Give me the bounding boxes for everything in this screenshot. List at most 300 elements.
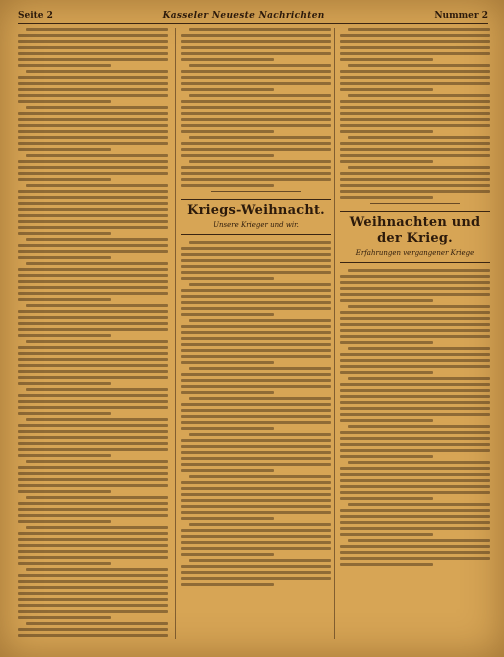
text-line	[340, 323, 490, 326]
newspaper-title: Kasseler Neueste Nachrichten	[162, 11, 325, 21]
text-line	[18, 52, 168, 55]
text-paragraph	[181, 559, 331, 586]
text-line	[181, 70, 331, 73]
text-line	[181, 100, 331, 103]
text-paragraph	[18, 28, 168, 67]
text-line	[26, 340, 168, 343]
text-paragraph	[18, 418, 168, 457]
text-line	[18, 280, 168, 283]
text-line	[340, 299, 433, 302]
text-line	[181, 451, 331, 454]
text-line	[340, 527, 490, 530]
text-line	[181, 154, 274, 157]
text-paragraph	[18, 262, 168, 301]
text-line	[340, 100, 490, 103]
text-line	[181, 142, 331, 145]
text-line	[340, 281, 490, 284]
text-line	[18, 616, 111, 619]
text-line	[18, 148, 111, 151]
text-line	[189, 319, 331, 322]
text-line	[340, 178, 490, 181]
text-line	[340, 82, 490, 85]
text-line	[181, 46, 331, 49]
text-line	[181, 445, 331, 448]
text-line	[181, 289, 331, 292]
text-line	[181, 493, 331, 496]
text-line	[181, 307, 331, 310]
text-line	[18, 274, 168, 277]
text-line	[340, 293, 490, 296]
text-paragraph	[340, 539, 490, 566]
text-line	[18, 316, 168, 319]
text-line	[18, 358, 168, 361]
text-line	[181, 325, 331, 328]
text-line	[18, 94, 168, 97]
text-line	[181, 379, 331, 382]
text-line	[340, 353, 490, 356]
text-line	[18, 448, 168, 451]
text-line	[181, 427, 274, 430]
text-line	[18, 292, 168, 295]
text-line	[348, 305, 490, 308]
text-line	[348, 94, 490, 97]
text-line	[18, 328, 168, 331]
text-line	[181, 403, 331, 406]
text-line	[181, 499, 331, 502]
text-paragraph	[181, 319, 331, 364]
text-line	[189, 160, 331, 163]
text-line	[340, 142, 490, 145]
text-line	[340, 497, 433, 500]
text-line	[181, 34, 331, 37]
text-line	[18, 598, 168, 601]
text-line	[181, 565, 331, 568]
text-line	[181, 571, 331, 574]
text-line	[189, 559, 331, 562]
text-line	[18, 64, 111, 67]
text-line	[18, 268, 168, 271]
text-line	[18, 46, 168, 49]
text-line	[181, 511, 331, 514]
text-line	[18, 520, 111, 523]
text-paragraph	[18, 340, 168, 385]
text-line	[181, 355, 331, 358]
text-paragraph	[340, 136, 490, 163]
text-line	[181, 385, 331, 388]
text-line	[18, 160, 168, 163]
text-line	[340, 112, 490, 115]
text-line	[18, 484, 168, 487]
text-line	[181, 487, 331, 490]
text-line	[340, 413, 490, 416]
text-line	[181, 337, 331, 340]
text-line	[348, 269, 490, 272]
text-line	[26, 304, 168, 307]
text-line	[189, 433, 331, 436]
text-line	[340, 509, 490, 512]
text-line	[18, 118, 168, 121]
text-line	[18, 382, 111, 385]
text-line	[340, 371, 433, 374]
text-line	[340, 154, 490, 157]
text-line	[340, 106, 490, 109]
text-paragraph	[340, 347, 490, 374]
text-line	[340, 443, 490, 446]
text-paragraph	[340, 377, 490, 422]
masthead	[18, 9, 488, 24]
text-line	[340, 317, 490, 320]
text-line	[18, 34, 168, 37]
text-line	[189, 136, 331, 139]
text-line	[26, 184, 168, 187]
text-line	[18, 466, 168, 469]
text-line	[18, 346, 168, 349]
text-line	[18, 202, 168, 205]
text-line	[348, 64, 490, 67]
text-line	[340, 88, 433, 91]
text-line	[181, 529, 331, 532]
text-paragraph	[181, 160, 331, 187]
text-line	[26, 622, 168, 625]
text-line	[181, 421, 331, 424]
text-line	[181, 505, 331, 508]
text-line	[340, 118, 490, 121]
text-line	[348, 377, 490, 380]
text-line	[18, 412, 111, 415]
text-line	[181, 88, 274, 91]
text-line	[18, 610, 168, 613]
text-line	[18, 58, 168, 61]
text-line	[26, 496, 168, 499]
text-line	[26, 526, 168, 529]
text-line	[26, 154, 168, 157]
text-line	[340, 34, 490, 37]
text-line	[181, 271, 331, 274]
text-line	[18, 124, 168, 127]
text-line	[340, 335, 490, 338]
text-line	[18, 286, 168, 289]
column-left	[18, 28, 168, 639]
text-line	[181, 361, 274, 364]
text-line	[340, 473, 490, 476]
text-line	[18, 436, 168, 439]
text-line	[18, 226, 168, 229]
text-line	[18, 190, 168, 193]
text-line	[340, 557, 490, 560]
page-number: Seite 2	[18, 11, 53, 21]
article-header	[340, 211, 490, 263]
text-line	[340, 275, 490, 278]
text-line	[181, 184, 274, 187]
text-line	[181, 295, 331, 298]
text-line	[189, 397, 331, 400]
text-paragraph	[340, 269, 490, 302]
text-line	[189, 64, 331, 67]
text-line	[181, 40, 331, 43]
text-line	[18, 322, 168, 325]
text-line	[189, 475, 331, 478]
text-paragraph	[18, 70, 168, 103]
text-line	[181, 301, 331, 304]
text-line	[18, 220, 168, 223]
text-line	[18, 604, 168, 607]
text-line	[340, 311, 490, 314]
text-line	[181, 349, 331, 352]
text-line	[18, 76, 168, 79]
text-paragraph	[340, 94, 490, 133]
text-paragraph	[340, 28, 490, 61]
text-line	[181, 391, 274, 394]
text-line	[348, 539, 490, 542]
divider-rule	[211, 191, 301, 192]
text-paragraph	[18, 622, 168, 639]
article-headline: Kriegs-Weihnacht.	[187, 203, 325, 218]
text-paragraph	[18, 154, 168, 181]
text-line	[340, 545, 490, 548]
text-paragraph	[18, 304, 168, 337]
text-line	[348, 28, 490, 31]
text-line	[340, 407, 490, 410]
text-line	[18, 538, 168, 541]
text-line	[340, 563, 433, 566]
text-line	[18, 178, 111, 181]
text-line	[181, 553, 274, 556]
text-line	[18, 88, 168, 91]
article-header	[181, 199, 331, 235]
text-line	[18, 196, 168, 199]
text-line	[18, 430, 168, 433]
text-line	[340, 287, 490, 290]
column-right	[340, 28, 490, 639]
text-line	[18, 574, 168, 577]
text-line	[340, 515, 490, 518]
text-line	[18, 256, 111, 259]
text-line	[181, 259, 331, 262]
text-line	[18, 478, 168, 481]
text-line	[181, 331, 331, 334]
text-line	[340, 184, 490, 187]
text-paragraph	[340, 166, 490, 199]
text-line	[340, 467, 490, 470]
text-line	[340, 521, 490, 524]
text-line	[18, 400, 168, 403]
text-line	[181, 112, 331, 115]
text-line	[18, 562, 111, 565]
text-line	[181, 247, 331, 250]
text-paragraph	[340, 503, 490, 536]
text-paragraph	[181, 433, 331, 472]
text-line	[181, 130, 274, 133]
text-line	[18, 508, 168, 511]
text-line	[26, 28, 168, 31]
text-paragraph	[181, 28, 331, 61]
text-line	[181, 439, 331, 442]
text-paragraph	[340, 305, 490, 344]
text-line	[181, 253, 331, 256]
text-line	[181, 409, 331, 412]
text-line	[340, 431, 490, 434]
text-line	[340, 449, 490, 452]
text-line	[18, 82, 168, 85]
text-line	[18, 592, 168, 595]
text-line	[340, 70, 490, 73]
text-line	[181, 373, 331, 376]
text-line	[18, 364, 168, 367]
article-headline: Weihnachten und der Krieg.	[349, 215, 481, 246]
text-paragraph	[181, 64, 331, 91]
text-line	[340, 365, 490, 368]
text-line	[181, 148, 331, 151]
text-line	[181, 166, 331, 169]
text-line	[340, 58, 433, 61]
text-line	[18, 514, 168, 517]
text-line	[181, 52, 331, 55]
text-line	[340, 160, 433, 163]
text-line	[18, 232, 111, 235]
text-line	[26, 568, 168, 571]
text-line	[26, 238, 168, 241]
text-line	[181, 76, 331, 79]
text-paragraph	[181, 241, 331, 280]
text-line	[348, 503, 490, 506]
text-line	[18, 100, 111, 103]
text-line	[18, 580, 168, 583]
text-line	[181, 547, 331, 550]
text-paragraph	[181, 367, 331, 394]
text-line	[18, 130, 168, 133]
text-line	[340, 485, 490, 488]
text-line	[18, 112, 168, 115]
text-line	[18, 298, 111, 301]
text-line	[18, 166, 168, 169]
text-line	[181, 457, 331, 460]
text-paragraph	[18, 388, 168, 415]
text-line	[189, 28, 331, 31]
text-line	[18, 502, 168, 505]
text-line	[340, 551, 490, 554]
text-line	[18, 208, 168, 211]
issue-number: Nummer 2	[434, 11, 488, 21]
text-paragraph	[340, 64, 490, 91]
text-line	[340, 401, 490, 404]
text-line	[181, 58, 274, 61]
text-line	[340, 383, 490, 386]
text-paragraph	[181, 397, 331, 430]
divider-rule	[370, 203, 460, 204]
text-line	[340, 130, 433, 133]
text-line	[18, 214, 168, 217]
text-line	[340, 190, 490, 193]
text-line	[18, 472, 168, 475]
text-line	[181, 118, 331, 121]
text-paragraph	[18, 184, 168, 235]
text-paragraph	[18, 496, 168, 523]
text-line	[340, 437, 490, 440]
text-line	[181, 82, 331, 85]
text-line	[18, 550, 168, 553]
text-line	[348, 347, 490, 350]
text-line	[340, 40, 490, 43]
text-line	[181, 265, 331, 268]
text-line	[18, 172, 168, 175]
text-line	[340, 124, 490, 127]
text-line	[340, 196, 433, 199]
text-paragraph	[181, 283, 331, 316]
text-paragraph	[18, 526, 168, 565]
text-line	[18, 454, 111, 457]
article-subhead: Erfahrungen vergangener Kriege	[355, 249, 475, 257]
text-line	[340, 172, 490, 175]
text-line	[26, 388, 168, 391]
text-line	[181, 463, 331, 466]
text-line	[18, 544, 168, 547]
text-line	[189, 523, 331, 526]
text-line	[18, 40, 168, 43]
text-line	[18, 406, 168, 409]
text-line	[18, 556, 168, 559]
text-line	[181, 172, 331, 175]
text-line	[181, 517, 274, 520]
column-rule	[175, 28, 176, 639]
text-line	[340, 479, 490, 482]
text-line	[26, 460, 168, 463]
text-paragraph	[18, 238, 168, 259]
text-line	[181, 277, 274, 280]
text-line	[189, 283, 331, 286]
text-line	[340, 359, 490, 362]
text-line	[340, 419, 433, 422]
text-line	[348, 136, 490, 139]
text-line	[340, 341, 433, 344]
text-line	[26, 106, 168, 109]
text-line	[181, 124, 331, 127]
text-line	[18, 250, 168, 253]
text-line	[181, 535, 331, 538]
text-line	[181, 481, 331, 484]
text-paragraph	[181, 523, 331, 556]
text-line	[181, 583, 274, 586]
text-line	[181, 106, 331, 109]
text-line	[18, 532, 168, 535]
text-line	[18, 370, 168, 373]
column-middle	[181, 28, 331, 639]
column-rule	[334, 28, 335, 639]
text-line	[18, 424, 168, 427]
text-line	[181, 178, 331, 181]
text-line	[26, 70, 168, 73]
text-paragraph	[18, 568, 168, 619]
text-line	[18, 634, 168, 637]
text-line	[189, 367, 331, 370]
text-line	[189, 241, 331, 244]
text-line	[181, 343, 331, 346]
text-line	[18, 310, 168, 313]
text-line	[340, 52, 490, 55]
text-line	[18, 352, 168, 355]
text-line	[18, 442, 168, 445]
text-line	[340, 491, 490, 494]
text-line	[181, 313, 274, 316]
text-line	[348, 461, 490, 464]
text-line	[340, 46, 490, 49]
text-line	[18, 136, 168, 139]
text-line	[18, 376, 168, 379]
text-line	[340, 395, 490, 398]
text-line	[189, 94, 331, 97]
text-line	[181, 541, 331, 544]
text-paragraph	[340, 425, 490, 458]
text-line	[340, 329, 490, 332]
